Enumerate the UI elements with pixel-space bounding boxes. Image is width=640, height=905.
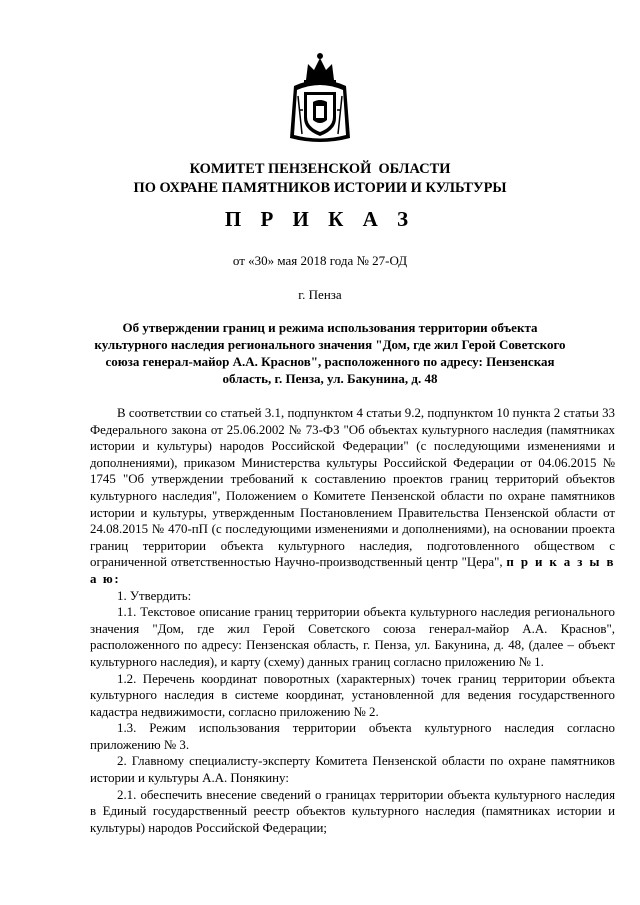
city: г. Пенза [298, 287, 342, 302]
org-line-2: ПО ОХРАНЕ ПАМЯТНИКОВ ИСТОРИИ И КУЛЬТУРЫ [133, 180, 507, 196]
order-date: от «30» мая 2018 года № 27-ОД [232, 253, 408, 268]
document-type: П Р И К А З [224, 207, 416, 231]
coat-of-arms-icon [284, 50, 356, 146]
preamble-text: В соответствии со статьей 3.1, подпунктом 4 статьи 9.2, подпунктом 10 пункта 2 статьи 33 Федерального закона от 25.06.2002 № 73-ФЗ "Об объектах культурного наследия (памятниках истории и культуры) народов Российской Федерации" (с последующими изменениями и дополнениями), приказом Министерства культуры Российской Федерации от 04.06.2015 № 1745 "Об утверждении требований к составлению проектов границ территорий объектов культурного наследия", Положением о Комитете Пензенской области по охране памятников истории и культуры, утвержденным Постановлением Правительства Пензенской области от 24.08.2015 № 470-пП (с последующими изменениями и дополнениями), на основании проекта границ территории объекта культурного наследия, подготовленного обществом с ограниченной ответственностью Научно-производственный центр "Цера", [90, 406, 615, 570]
paragraph-1-3: 1.3. Режим использования территории объекта культурного наследия согласно приложению № 3. [90, 721, 615, 752]
order-title: Об утверждении границ и режима использования территории объекта культурного наследия регионального значения "Дом, где жил Герой Советского союза генерал-майор А.А. Краснов", расположенного по адресу: Пензенская область, г. Пенза, ул. Бакунина, д. 48 [94, 320, 566, 386]
organization-name [0, 160, 640, 198]
org-line-1: КОМИТЕТ ПЕНЗЕНСКОЙ ОБЛАСТИ [189, 161, 451, 177]
paragraph-2-1: 2.1. обеспечить внесение сведений о границах территории объекта культурного наследия в Единый государственный реестр объектов культурного наследия (памятниках истории и культуры) народов Российской Федерации; [90, 787, 615, 835]
paragraph-1: 1. Утвердить: [117, 588, 192, 603]
paragraph-1-2: 1.2. Перечень координат поворотных (характерных) точек границ территории объекта культурного наследия в системе координат, установленной для ведения государственного кадастра недвижимости, согласно приложению № 2. [90, 671, 615, 719]
preamble-paragraph [90, 405, 615, 588]
order-word: п р и к а з ы в а ю: [90, 555, 616, 586]
paragraph-1-1: 1.1. Текстовое описание границ территории объекта культурного наследия регионального значения "Дом, где жил Герой Советского союза генерал-майор А.А. Краснов", расположенного по адресу: Пензенская область, г. Пенза, ул. Бакунина, д. 48, (далее – объект культурного наследия), и карту (схему) данных границ согласно приложению № 1. [90, 605, 615, 669]
paragraph-2: 2. Главному специалисту-эксперту Комитета Пензенской области по охране памятников истории и культуры А.А. Понякину: [90, 754, 615, 786]
order-body [90, 405, 615, 836]
